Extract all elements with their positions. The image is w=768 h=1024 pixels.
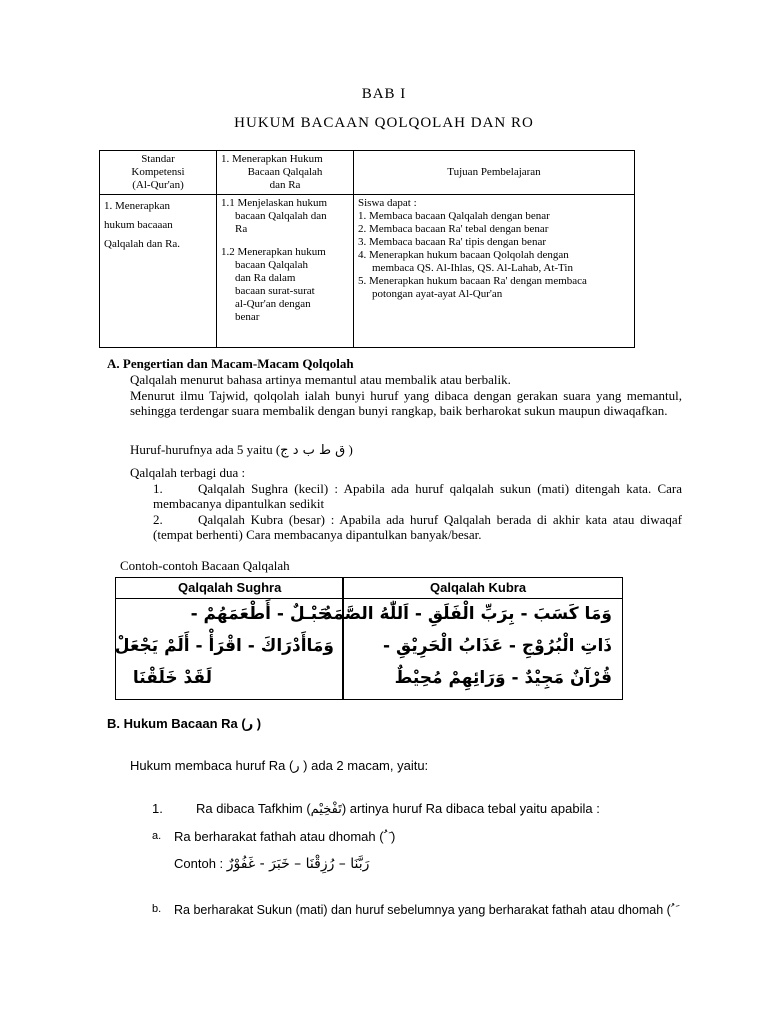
sughra-line-2: وَمَاأَدْرَاكَ - اقْرَأْ - أَلَمْ يَجْعَلْ: [114, 636, 334, 656]
hukum-ra-intro: Hukum membaca huruf Ra (ر ) ada 2 macam, yaitu:: [130, 758, 429, 774]
section-a-title: A. Pengertian dan Macam-Macam Qolqolah: [107, 356, 354, 371]
sughra-line-1: حَبْـلٌ - أَطْعَمَهُمْ -: [190, 604, 330, 624]
section-a-p2: Menurut ilmu Tajwid, qolqolah ialah bunyi huruf yang dibaca dengan gerakan suara yang memantul, sehingga terdengar suara membalik dengan bunyi rangkap, baik berharokat sukun maupun diwaqafkan.: [130, 388, 682, 418]
qalqalah-terbagi: Qalqalah terbagi dua :: [130, 465, 246, 480]
cell-tujuan: Siswa dapat : 1. Membaca bacaan Qalqalah dengan benar 2. Membaca bacaan Ra' tebal dengan benar 3. Membaca bacaan Ra' tipis dengan benar 4. Menerapkan hukum bacaan Qolqolah dengan membaca QS. Al-Ihlas, QS. Al-Lahab, At-Tin 5. Menerapkan hukum bacaan Ra' dengan membaca potongan ayat-ayat Al-Qur'an: [354, 195, 635, 348]
chapter-label: BAB I: [361, 86, 407, 102]
section-b-title: B. Hukum Bacaan Ra (ر ): [107, 716, 262, 732]
kubra-line-2: ذَاتِ الْبُرُوْجِ - عَذَابُ الْحَرِيْقِ -: [383, 636, 612, 656]
kubra-line-3: قُرْآنٌ مَجِيْدٌ - وَرَائِهِمْ مُحِيْطٌ: [394, 668, 612, 688]
contoh-ra-line: Contoh : رَبَّنَا – رُزِقْنَا – خَبَرَ - غَفُوْرٌ: [174, 856, 370, 872]
chapter-title: HUKUM BACAAN QOLQOLAH DAN RO: [234, 115, 534, 131]
qalqalah-examples-box: [115, 577, 623, 700]
section-b-ra-arabic: ر: [245, 717, 254, 732]
section-a-p1: Qalqalah menurut bahasa artinya memantul atau membalik atau berbalik.: [130, 372, 511, 387]
sughra-line-3: لَقَدْ خَلَقْنَا: [132, 668, 212, 688]
header-tujuan: Tujuan Pembelajaran: [354, 151, 635, 195]
tafkhim-line: Ra dibaca Tafkhim (تَفْخِيْم) artinya huruf Ra dibaca tebal yaitu apabila :: [196, 801, 600, 817]
tafkhim-arabic: تَفْخِيْم: [310, 802, 342, 817]
examples-divider: [342, 578, 344, 699]
competency-table: [99, 150, 635, 348]
cell-standar: 1. Menerapkan hukum bacaaan Qalqalah dan Ra.: [100, 195, 217, 348]
item-2-number: 2.: [153, 512, 163, 527]
point-a-label: a.: [152, 830, 162, 842]
tafkhim-number: 1.: [152, 801, 163, 816]
fathah-dhomah-arabic: َ ُ: [383, 830, 388, 845]
kubra-heading: Qalqalah Kubra: [430, 580, 527, 595]
point-b-label: b.: [152, 903, 162, 915]
huruf-qalqalah-arabic: ق ط ب د ج: [280, 443, 346, 458]
hukum-ra-arabic: ر: [293, 759, 300, 774]
item-1-number: 1.: [153, 481, 163, 496]
item-2-text: Qalqalah Kubra (besar) : Apabila ada huruf Qalqalah berada di akhir kata atau diwaqaf (tempat berhenti) Cara membacanya dipantulkan banyak/besar.: [153, 512, 682, 542]
sughra-heading: Qalqalah Sughra: [178, 580, 282, 595]
point-a-text: Ra berharakat fathah atau dhomah (َ ُ ): [174, 829, 396, 845]
header-kompetensi: 1. Menerapkan Hukum Bacaan Qalqalah dan Ra: [217, 151, 354, 195]
point-b-text: Ra berharakat Sukun (mati) dan huruf sebelumnya yang berharakat fathah atau dhomah (َ ُ: [174, 902, 675, 917]
contoh-ra-arabic: رَبَّنَا – رُزِقْنَا – خَبَرَ - غَفُوْرٌ: [226, 856, 370, 872]
huruf-qalqalah-line: Huruf-hurufnya ada 5 yaitu (ق ط ب د ج ): [130, 442, 353, 458]
header-standar: Standar Kompetensi (Al-Qur'an): [100, 151, 217, 195]
item-1-text: Qalqalah Sughra (kecil) : Apabila ada huruf qalqalah sukun (mati) ditengah kata. Cara membacanya dipantulkan sedikit: [153, 481, 682, 511]
sukun-harakat-arabic: َ ُ: [670, 902, 675, 917]
kubra-line-1: وَمَا كَسَبَ - بِرَبِّ الْفَلَقِ - اَللّٰهُ الصَّمَدُ: [323, 604, 612, 624]
contoh-title: Contoh-contoh Bacaan Qalqalah: [120, 558, 290, 573]
cell-kompetensi: 1.1 Menjelaskan hukum bacaan Qalqalah dan Ra 1.2 Menerapkan hukum bacaan Qalqalah dan Ra dalam bacaan surat-surat al-Qur'an dengan benar: [217, 195, 354, 348]
